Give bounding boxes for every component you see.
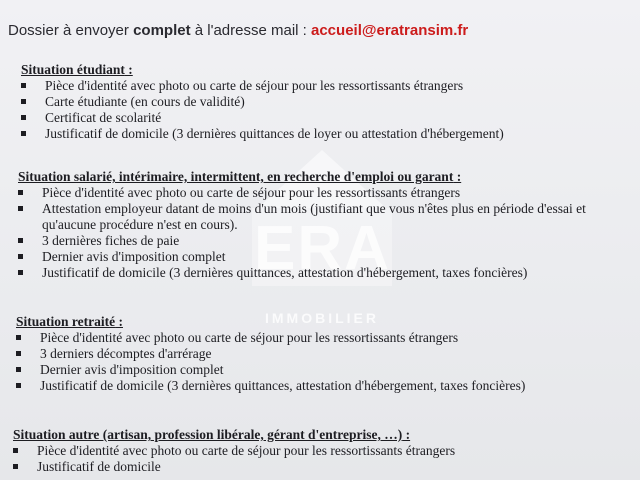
- section-etudiant: [21, 61, 504, 142]
- bullet-icon: [21, 131, 26, 136]
- bullet-icon: [18, 190, 23, 195]
- section-salarie: [18, 168, 586, 281]
- bullet-icon: [13, 464, 18, 469]
- list-item: Justificatif de domicile: [13, 459, 455, 475]
- email-address[interactable]: accueil@eratransim.fr: [311, 22, 469, 39]
- section-title: Situation salarié, intérimaire, intermittent, en recherche d'emploi ou garant :: [18, 169, 462, 184]
- bullet-icon: [16, 335, 21, 340]
- requirement-list: [16, 330, 525, 394]
- bullet-icon: [16, 351, 21, 356]
- bullet-icon: [13, 448, 18, 453]
- bullet-icon: [21, 83, 26, 88]
- requirement-list: [18, 185, 586, 281]
- list-item: Pièce d'identité avec photo ou carte de séjour pour les ressortissants étrangers: [16, 330, 525, 346]
- list-item: Pièce d'identité avec photo ou carte de séjour pour les ressortissants étrangers: [21, 78, 504, 94]
- bullet-icon: [18, 206, 23, 211]
- section-title: Situation autre (artisan, profession libérale, gérant d'entreprise, …) :: [13, 427, 411, 442]
- watermark-word: ERA: [254, 214, 391, 283]
- watermark-subtitle: IMMOBILIER: [265, 310, 379, 326]
- list-item: Dernier avis d'imposition complet: [18, 249, 586, 265]
- list-item: Carte étudiante (en cours de validité): [21, 94, 504, 110]
- list-item: Justificatif de domicile (3 dernières quittances de loyer ou attestation d'hébergement): [21, 126, 504, 142]
- document-header: [8, 22, 468, 39]
- bullet-icon: [18, 238, 23, 243]
- section-autre: [13, 426, 455, 475]
- list-item: Certificat de scolarité: [21, 110, 504, 126]
- requirement-list: [13, 443, 455, 475]
- section-retraite: [16, 313, 525, 394]
- list-item: Justificatif de domicile (3 dernières quittances, attestation d'hébergement, taxes foncières): [16, 378, 525, 394]
- header-middle: à l'adresse mail :: [190, 22, 311, 39]
- bullet-icon: [16, 383, 21, 388]
- list-item: 3 dernières fiches de paie: [18, 233, 586, 249]
- section-title: Situation retraité :: [16, 314, 123, 329]
- list-item: Pièce d'identité avec photo ou carte de séjour pour les ressortissants étrangers: [13, 443, 455, 459]
- list-item: Justificatif de domicile (3 dernières quittances, attestation d'hébergement, taxes foncières): [18, 265, 586, 281]
- bullet-icon: [18, 254, 23, 259]
- header-intro: Dossier à envoyer: [8, 22, 134, 39]
- header-complete: complet: [133, 22, 191, 39]
- list-item: Dernier avis d'imposition complet: [16, 362, 525, 378]
- bullet-icon: [16, 367, 21, 372]
- list-item: Attestation employeur datant de moins d'un mois (justifiant que vous n'êtes plus en période d'essai et qu'aucune procédure n'est en cours).: [18, 201, 586, 233]
- list-item: Pièce d'identité avec photo ou carte de séjour pour les ressortissants étrangers: [18, 185, 586, 201]
- section-title: Situation étudiant :: [21, 62, 133, 77]
- bullet-icon: [21, 115, 26, 120]
- bullet-icon: [21, 99, 26, 104]
- list-item: 3 derniers décomptes d'arrérage: [16, 346, 525, 362]
- requirement-list: [21, 78, 504, 142]
- bullet-icon: [18, 270, 23, 275]
